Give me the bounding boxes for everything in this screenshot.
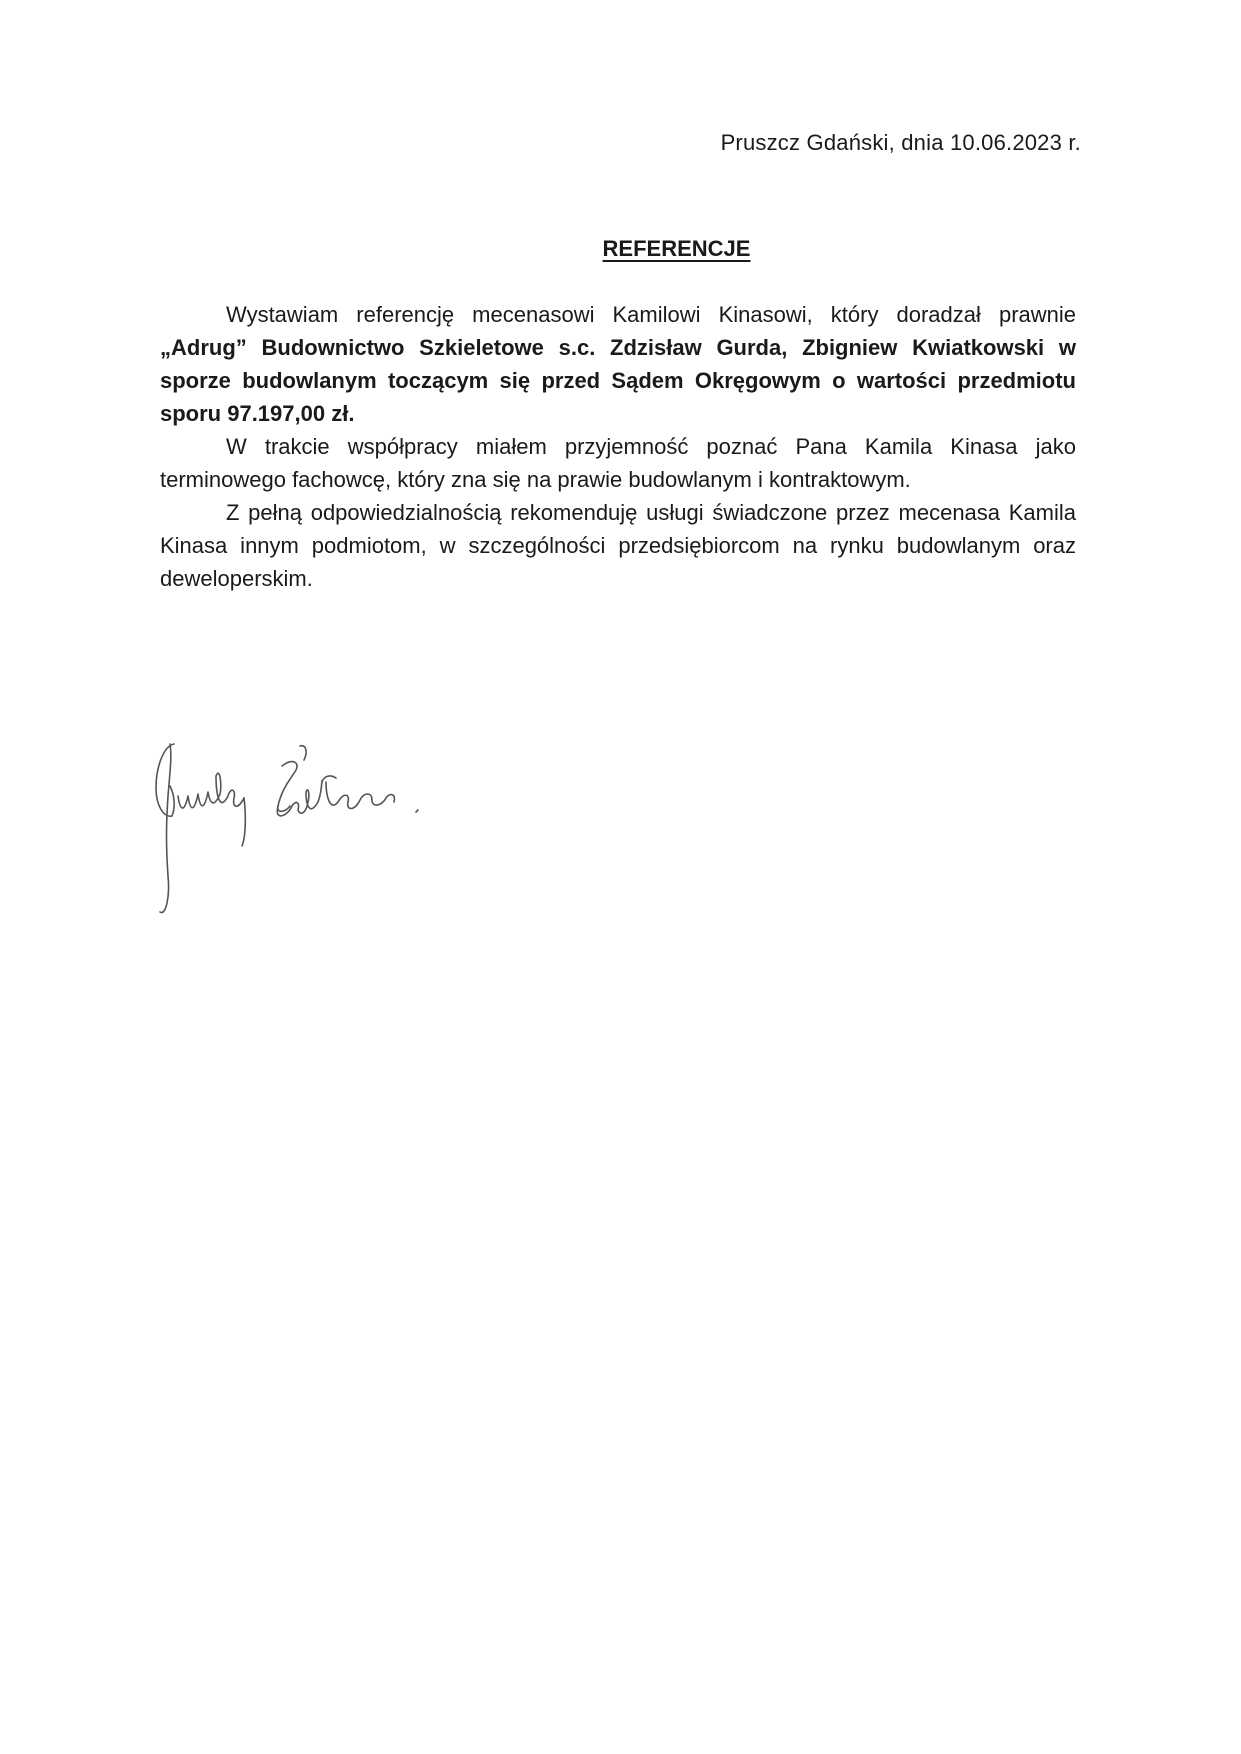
paragraph-reference [160,298,1076,430]
document-title-text: REFERENCJE [602,236,751,261]
handwritten-signature [150,736,490,926]
paragraph-cooperation: W trakcie współpracy miałem przyjemność poznać Pana Kamila Kinasa jako terminowego fachowcę, który zna się na prawie budowlanym i kontraktowym. [160,434,1076,492]
paragraph-reference-lead: Wystawiam referencję mecenasowi Kamilowi Kinasowi, który doradzał prawnie [226,302,1076,327]
paragraph-reference-bold: „Adrug” Budownictwo Szkieletowe s.c. Zdzisław Gurda, Zbigniew Kwiatkowski w sporze budowlanym toczącym się przed Sądem Okręgowym o wartości przedmiotu sporu 97.197,00 zł. [160,335,1076,426]
document-body [160,298,1076,595]
paragraph-recommendation: Z pełną odpowiedzialnością rekomenduję usługi świadczone przez mecenasa Kamila Kinasa innym podmiotom, w szczególności przedsiębiorcom na rynku budowlanym oraz deweloperskim. [160,500,1076,591]
document-title [0,236,1241,262]
place-and-date: Pruszcz Gdański, dnia 10.06.2023 r. [720,130,1081,155]
